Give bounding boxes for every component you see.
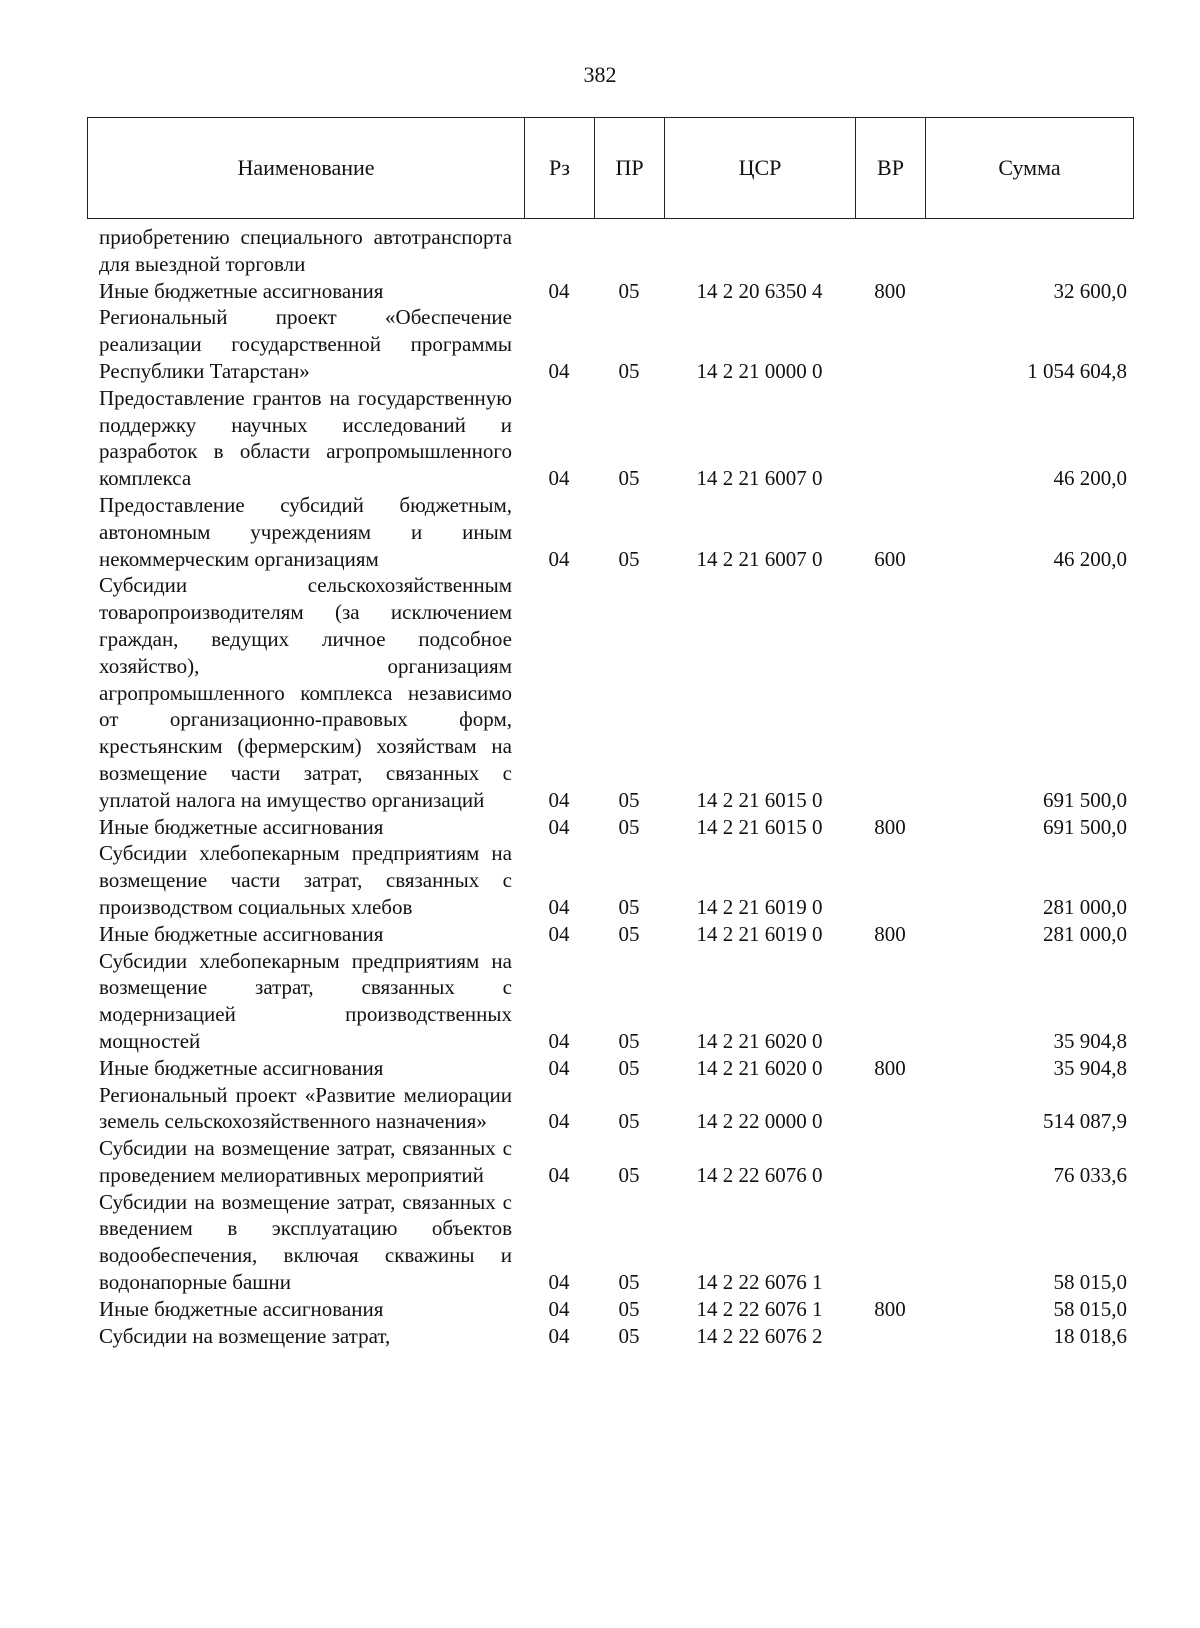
- table-row: [87, 948, 1133, 1055]
- cell-name: Субсидии на возмещение затрат, связанных с введением в эксплуатацию объектов водообеспечения, включая скважины и водонапорные башни: [99, 1189, 512, 1295]
- cell-pr: 05: [618, 278, 640, 303]
- cell-vr: [855, 1135, 925, 1189]
- cell-name: Субсидии на возмещение затрат,: [99, 1323, 391, 1348]
- cell-rz: 04: [548, 814, 570, 839]
- cell-name: Региональный проект «Развитие мелиорации земель сельскохозяйственного назначения»: [99, 1082, 512, 1134]
- cell-sum: 58 015,0: [1053, 1296, 1127, 1321]
- table-row: [87, 304, 1133, 384]
- cell-name: Субсидии хлебопекарным предприятиям на возмещение затрат, связанных с модернизацией производственных мощностей: [99, 948, 512, 1053]
- cell-rz: 04: [548, 1270, 570, 1295]
- cell-name: Предоставление субсидий бюджетным, автономным учреждениям и иным некоммерческим организациям: [99, 492, 512, 571]
- table-row: [87, 814, 1133, 841]
- header-sum: Сумма: [926, 118, 1134, 219]
- cell-vr: [855, 385, 925, 492]
- cell-rz: 04: [548, 278, 570, 303]
- cell-pr: 05: [618, 1028, 640, 1053]
- cell-name: Субсидии сельскохозяйственным товаропроизводителям (за исключением граждан, ведущих личное подсобное хозяйство), организациям агропромышленного комплекса независимо от организационно-правовых форм, крестьянским (фермерским) хозяйствам на возмещение части затрат, связанных с уплатой налога на имущество организаций: [99, 573, 512, 812]
- cell-sum: 76 033,6: [1053, 1162, 1127, 1187]
- cell-csr: 14 2 21 6007 0: [696, 546, 823, 571]
- cell-csr: [664, 224, 855, 278]
- table-header: [87, 117, 1134, 219]
- cell-pr: 05: [618, 1296, 640, 1321]
- cell-csr: 14 2 20 6350 4: [696, 278, 823, 303]
- cell-pr: 05: [618, 921, 640, 946]
- table-row: [87, 1189, 1133, 1296]
- cell-sum: 691 500,0: [1043, 814, 1127, 839]
- budget-table: [87, 224, 1133, 1349]
- cell-rz: 04: [548, 466, 570, 491]
- cell-vr: 600: [874, 546, 906, 571]
- cell-rz: 04: [548, 1296, 570, 1321]
- cell-vr: [855, 304, 925, 384]
- cell-csr: 14 2 22 6076 1: [696, 1296, 823, 1321]
- cell-pr: [594, 224, 664, 278]
- cell-vr: 800: [874, 278, 906, 303]
- table-row: [87, 1135, 1133, 1189]
- header-pr: ПР: [595, 118, 665, 219]
- cell-csr: 14 2 21 6015 0: [696, 787, 823, 812]
- cell-csr: 14 2 21 6019 0: [696, 921, 823, 946]
- cell-rz: 04: [548, 921, 570, 946]
- table-row: [87, 1296, 1133, 1323]
- cell-vr: [855, 840, 925, 920]
- cell-csr: 14 2 22 6076 2: [696, 1323, 823, 1348]
- cell-sum: 35 904,8: [1053, 1028, 1127, 1053]
- cell-vr: [855, 1082, 925, 1136]
- cell-name: приобретению специального автотранспорта для выездной торговли: [99, 225, 512, 276]
- header-csr: ЦСР: [665, 118, 856, 219]
- cell-rz: 04: [548, 787, 570, 812]
- cell-pr: 05: [618, 466, 640, 491]
- cell-rz: 04: [548, 1055, 570, 1080]
- cell-pr: 05: [618, 358, 640, 383]
- table-row: [87, 1055, 1133, 1082]
- cell-rz: 04: [548, 1323, 570, 1348]
- cell-name: Субсидии на возмещение затрат, связанных с проведением мелиоративных мероприятий: [99, 1136, 512, 1187]
- cell-pr: 05: [618, 546, 640, 571]
- cell-vr: 800: [874, 921, 906, 946]
- cell-sum: 514 087,9: [1043, 1109, 1127, 1134]
- table-row: [87, 572, 1133, 813]
- table-row: [87, 1323, 1133, 1350]
- cell-csr: 14 2 21 6019 0: [696, 894, 823, 919]
- cell-csr: 14 2 21 6020 0: [696, 1028, 823, 1053]
- cell-pr: 05: [618, 1109, 640, 1134]
- cell-csr: 14 2 21 6020 0: [696, 1055, 823, 1080]
- cell-sum: 281 000,0: [1043, 921, 1127, 946]
- cell-sum: 58 015,0: [1053, 1270, 1127, 1295]
- cell-csr: 14 2 21 0000 0: [696, 358, 823, 383]
- cell-sum: 32 600,0: [1053, 278, 1127, 303]
- cell-rz: 04: [548, 546, 570, 571]
- cell-rz: 04: [548, 1109, 570, 1134]
- header-row: [88, 118, 1134, 219]
- cell-pr: 05: [618, 1162, 640, 1187]
- cell-rz: [524, 224, 594, 278]
- header-name: Наименование: [88, 118, 525, 219]
- cell-rz: 04: [548, 1162, 570, 1187]
- table-row: [87, 1082, 1133, 1136]
- cell-vr: [855, 572, 925, 813]
- cell-sum: 46 200,0: [1053, 466, 1127, 491]
- cell-csr: 14 2 21 6007 0: [696, 466, 823, 491]
- cell-sum: 35 904,8: [1053, 1055, 1127, 1080]
- cell-csr: 14 2 22 6076 1: [696, 1270, 823, 1295]
- budget-table-body: [87, 224, 1133, 1349]
- cell-sum: 1 054 604,8: [1027, 358, 1127, 383]
- cell-vr: 800: [874, 814, 906, 839]
- cell-vr: 800: [874, 1296, 906, 1321]
- cell-vr: [855, 1189, 925, 1296]
- cell-rz: 04: [548, 358, 570, 383]
- cell-vr: 800: [874, 1055, 906, 1080]
- cell-pr: 05: [618, 814, 640, 839]
- cell-vr: [855, 224, 925, 278]
- cell-pr: 05: [618, 1323, 640, 1348]
- cell-csr: 14 2 22 6076 0: [696, 1162, 823, 1187]
- cell-rz: 04: [548, 894, 570, 919]
- cell-csr: 14 2 22 0000 0: [696, 1109, 823, 1134]
- cell-name: Региональный проект «Обеспечение реализации государственной программы Республики Татарстан»: [99, 305, 512, 383]
- cell-name: Иные бюджетные ассигнования: [99, 1055, 384, 1080]
- cell-sum: 18 018,6: [1053, 1323, 1127, 1348]
- cell-name: Субсидии хлебопекарным предприятиям на возмещение части затрат, связанных с производством социальных хлебов: [99, 841, 512, 919]
- cell-sum: 691 500,0: [1043, 787, 1127, 812]
- cell-sum: [925, 224, 1133, 278]
- cell-pr: 05: [618, 1270, 640, 1295]
- cell-name: Иные бюджетные ассигнования: [99, 814, 384, 839]
- cell-rz: 04: [548, 1028, 570, 1053]
- cell-name: Предоставление грантов на государственную поддержку научных исследований и разработок в области агропромышленного комплекса: [99, 385, 512, 491]
- table-row: [87, 921, 1133, 948]
- table-row: [87, 840, 1133, 920]
- cell-pr: 05: [618, 1055, 640, 1080]
- header-vr: ВР: [856, 118, 926, 219]
- cell-pr: 05: [618, 787, 640, 812]
- table-row: [87, 385, 1133, 492]
- table-row: [87, 492, 1133, 572]
- cell-name: Иные бюджетные ассигнования: [99, 1296, 384, 1321]
- cell-name: Иные бюджетные ассигнования: [99, 278, 384, 303]
- cell-pr: 05: [618, 894, 640, 919]
- page-number: 382: [583, 62, 617, 87]
- header-rz: Рз: [525, 118, 595, 219]
- table-row: [87, 278, 1133, 305]
- cell-sum: 281 000,0: [1043, 894, 1127, 919]
- cell-sum: 46 200,0: [1053, 546, 1127, 571]
- cell-vr: [855, 1323, 925, 1350]
- cell-vr: [855, 948, 925, 1055]
- cell-csr: 14 2 21 6015 0: [696, 814, 823, 839]
- table-row: [87, 224, 1133, 278]
- cell-name: Иные бюджетные ассигнования: [99, 921, 384, 946]
